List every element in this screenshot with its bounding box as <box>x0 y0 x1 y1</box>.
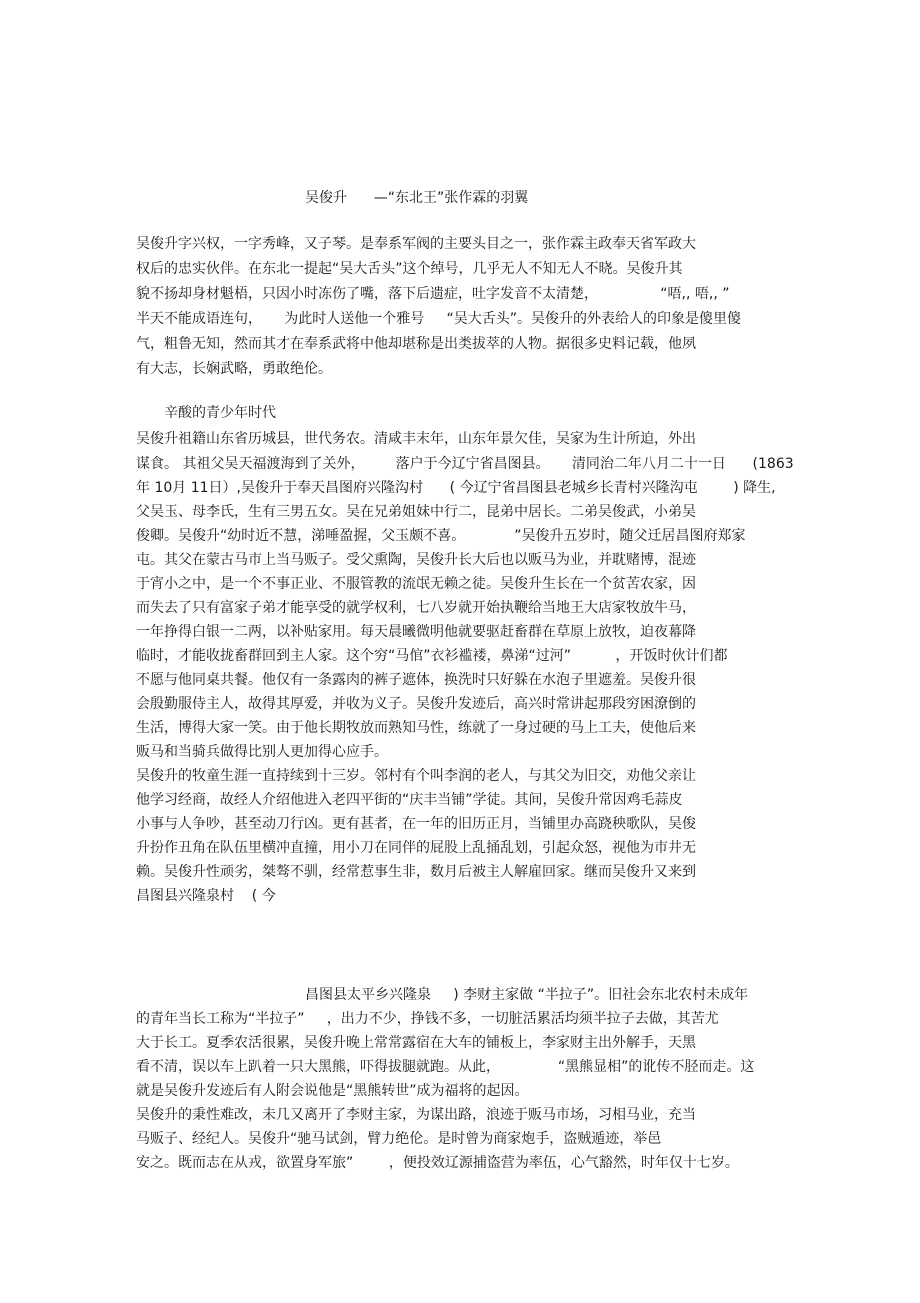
body-line: 年 10月 11日）,吴俊升于奉天昌图府兴隆沟村 ( 今辽宁省昌图县老城乡长青村兴隆沟屯 ) 降生, <box>136 480 776 496</box>
intro-line: 貌不扬却身材魁梧，只因小时冻伤了嘴，落下后遗症，吐字发音不太清楚， “唔,, 唔,, ” <box>136 286 730 302</box>
body-line: 吴俊升的秉性难改，未几又离开了李财主家，为谋出路，浪迹于贩马市场，习相马业，充当 <box>136 1107 696 1123</box>
body-line: 谋食。 其祖父吴天福渡海到了关外， 落户于今辽宁省昌图县。 清同治二年八月二十一日 (1863 <box>136 456 794 472</box>
body-line: 赖。吴俊升性顽劣，桀骜不驯，经常惹事生非，数月后被主人解雇回家。继而吴俊升又来到 <box>136 864 696 880</box>
body-line: 大于长工。夏季农活很累，吴俊升晚上常常露宿在大车的铺板上，李家财主出外解手，天黑 <box>136 1035 696 1051</box>
intro-line: 权后的忠实伙伴。在东北一提起“吴大舌头”这个绰号，几乎无人不知无人不晓。吴俊升其 <box>136 261 683 277</box>
body-line: 看不清，误以车上趴着一只大黑熊，吓得拔腿就跑。从此， “黑熊显相”的讹传不胫而走。这 <box>136 1059 755 1075</box>
body-line: 他学习经商，故经人介绍他进入老四平街的“庆丰当铺”学徒。其间，吴俊升常因鸡毛蒜皮 <box>136 792 683 808</box>
intro-line: 吴俊升字兴权，一字秀峰，又子琴。是奉系军阀的主要头目之一，张作霖主政奉天省军政大 <box>136 236 696 252</box>
page-title: 吴俊升 —“东北王”张作霖的羽翼 <box>305 190 529 206</box>
body-line: 小事与人争吵，甚至动刀行凶。更有甚者，在一年的旧历正月，当铺里办高跷秧歌队，吴俊 <box>136 816 696 832</box>
intro-line: 有大志，长娴武略，勇敢绝伦。 <box>136 361 332 377</box>
body-line: 于宵小之中，是一个不事正业、不服管教的流氓无赖之徒。吴俊升生长在一个贫苦农家，因 <box>136 576 696 592</box>
body-line: 而失去了只有富家子弟才能享受的就学权利，七八岁就开始执鞭给当地王大店家牧放牛马， <box>136 600 696 616</box>
body-line: 俊卿。吴俊升“幼时近不慧，涕唾盈握，父玉颇不喜。 ”吴俊升五岁时，随父迁居昌图府郑家 <box>136 528 746 544</box>
body-line: 一年挣得白银一二两，以补贴家用。每天晨曦微明他就要驱赶畜群在草原上放牧，迫夜幕降 <box>136 624 696 640</box>
body-line: 的青年当长工称为“半拉子” ，出力不少，挣钱不多，一切脏活累活均须半拉子去做，其苦尤 <box>136 1011 719 1027</box>
body-line: 生活，博得大家一笑。由于他长期牧放而熟知马性，练就了一身过硬的马上工夫，使他后来 <box>136 720 696 736</box>
body-line: 贩马和当骑兵做得比别人更加得心应手。 <box>136 744 388 760</box>
intro-line: 半天不能成语连句， 为此时人送他一个雅号 “吴大舌头”。吴俊升的外表给人的印象是傻里傻 <box>136 311 742 327</box>
body-line: 吴俊升祖籍山东省历城县，世代务农。清咸丰末年，山东年景欠佳，吴家为生计所迫，外出 <box>136 431 696 447</box>
body-line: 父吴玉、母李氏，生有三男五女。吴在兄弟姐妹中行二，昆弟中居长。二弟吴俊武，小弟吴 <box>136 504 696 520</box>
body-line: 马贩子、经纪人。吴俊升“驰马试剑，臂力绝伦。是时曾为商家炮手，盗贼遁迹，举邑 <box>136 1131 662 1147</box>
body-line: 屯。其父在蒙古马市上当马贩子。受父熏陶，吴俊升长大后也以贩马为业，并耽赌博，混迹 <box>136 552 696 568</box>
body-line: 会殷勤服侍主人，故得其厚爱，并收为义子。吴俊升发迹后，高兴时常讲起那段穷困潦倒的 <box>136 696 696 712</box>
body-line: 昌图县兴隆泉村 ( 今 <box>136 888 276 904</box>
body-line: 安之。既而志在从戎，欲置身军旅” ，便投效辽源捕盗营为率伍，心气豁然，时年仅十七岁。 <box>136 1155 739 1171</box>
intro-line: 气，粗鲁无知，然而其才在奉系武将中他却堪称是出类拔萃的人物。据很多史料记载，他夙 <box>136 336 696 352</box>
body-line: 升扮作丑角在队伍里横冲直撞，用小刀在同伴的屁股上乱捅乱划，引起众怒，视他为市井无 <box>136 840 696 856</box>
body-line: 不愿与他同桌共餐。他仅有一条露肉的裤子遮体，换洗时只好躲在水泡子里遮羞。吴俊升很 <box>136 672 696 688</box>
body-line: 吴俊升的牧童生涯一直持续到十三岁。邻村有个叫李润的老人，与其父为旧交，劝他父亲让 <box>136 768 696 784</box>
body-line: 临时，才能收拢畜群回到主人家。这个穷“马倌”衣衫褴褛，鼻涕“过河” ，开饭时伙计们都 <box>136 648 728 664</box>
body-line: 就是吴俊升发迹后有人附会说他是“黑熊转世”成为福将的起因。 <box>136 1083 529 1099</box>
body-line: 昌图县太平乡兴隆泉 ) 李财主家做 “半拉子”。旧社会东北农村未成年 <box>305 987 749 1003</box>
section-heading: 辛酸的青少年时代 <box>164 405 276 421</box>
